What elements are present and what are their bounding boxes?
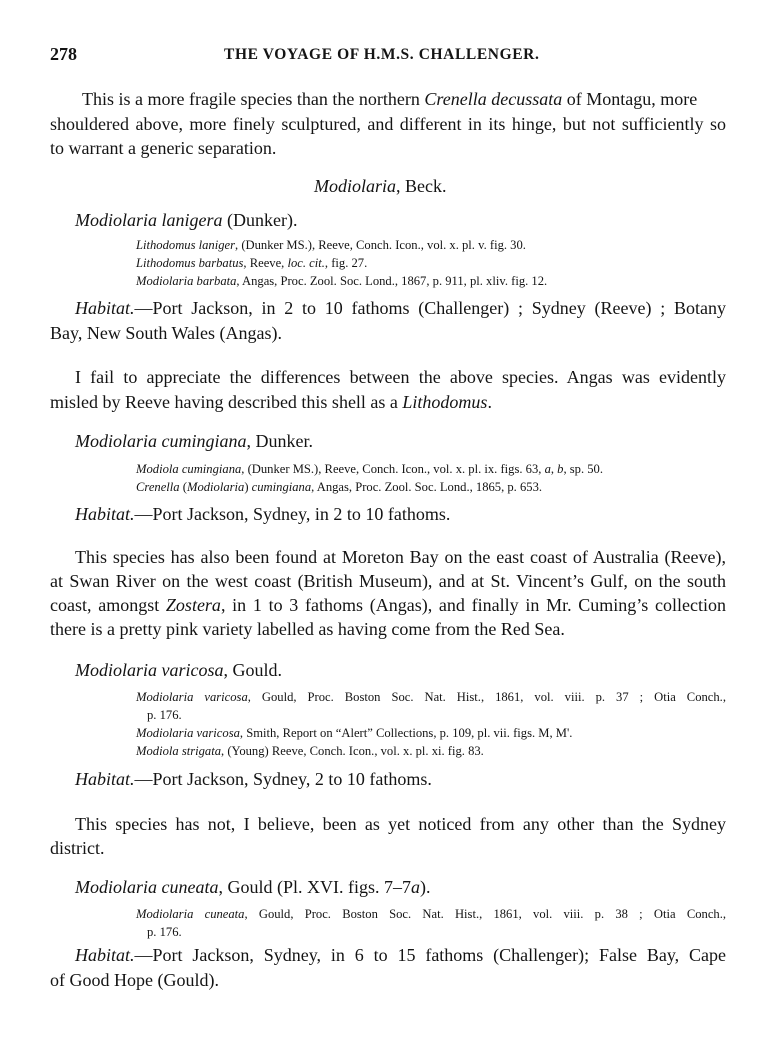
remark-line: at Swan River on the west coast (British Museum), and at St. Vincent’s Gulf, on the south xyxy=(50,571,726,591)
habitat-line: Habitat.—Port Jackson, in 2 to 10 fathoms (Challenger) ; Sydney (Reeve) ; Botany xyxy=(75,298,726,318)
synonym-line: Modiolaria varicosa, Smith, Report on “Alert” Collections, p. 109, pl. vii. figs. M, M'. xyxy=(136,726,573,740)
species-heading: Modiolaria cumingiana, Dunker. xyxy=(75,431,313,451)
synonym-line: p. 176. xyxy=(147,925,182,939)
habitat-line: Habitat.—Port Jackson, Sydney, 2 to 10 fathoms. xyxy=(75,769,432,789)
species-heading: Modiolaria varicosa, Gould. xyxy=(75,660,282,680)
remark-line: coast, amongst Zostera, in 1 to 3 fathoms (Angas), and finally in Mr. Cuming’s collection xyxy=(50,595,726,615)
remark-line: district. xyxy=(50,838,105,858)
habitat-line: Bay, New South Wales (Angas). xyxy=(50,323,283,343)
intro-line-2: shouldered above, more finely sculptured, and different in its hinge, but not sufficiently so xyxy=(50,114,726,134)
species-heading: Modiolaria cuneata, Gould (Pl. XVI. figs. 7–7a). xyxy=(75,877,431,897)
remark-line: there is a pretty pink variety labelled as having come from the Red Sea. xyxy=(50,619,565,639)
synonym-line: Crenella (Modiolaria) cumingiana, Angas, Proc. Zool. Soc. Lond., 1865, p. 653. xyxy=(136,480,543,494)
synonym-line: Modiola cumingiana, (Dunker MS.), Reeve, Conch. Icon., vol. x. pl. ix. figs. 63, a, b, sp. 50. xyxy=(136,462,603,476)
synonym-line: p. 176. xyxy=(147,708,182,722)
synonym-line: Modiola strigata, (Young) Reeve, Conch. Icon., vol. x. pl. xi. fig. 83. xyxy=(136,744,484,758)
habitat-line: Habitat.—Port Jackson, Sydney, in 6 to 15 fathoms (Challenger); False Bay, Cape xyxy=(75,945,726,965)
page-number: 278 xyxy=(50,44,77,64)
intro-line-1: This is a more fragile species than the northern Crenella decussata of Montagu, more xyxy=(82,89,698,109)
synonym-line: Lithodomus barbatus, Reeve, loc. cit., fig. 27. xyxy=(136,256,368,270)
synonym-line: Modiolaria varicosa, Gould, Proc. Boston Soc. Nat. Hist., 1861, vol. viii. p. 37 ; Otia Conch., xyxy=(136,690,726,704)
remark-line: This species has not, I believe, been as yet noticed from any other than the Sydney xyxy=(75,814,726,834)
synonym-line: Modiolaria cuneata, Gould, Proc. Boston Soc. Nat. Hist., 1861, vol. viii. p. 38 ; Otia Conch., xyxy=(136,907,726,921)
species-heading: Modiolaria lanigera (Dunker). xyxy=(75,210,298,230)
synonym-line: Lithodomus laniger, (Dunker MS.), Reeve, Conch. Icon., vol. x. pl. v. fig. 30. xyxy=(136,238,526,252)
intro-line-3: to warrant a generic separation. xyxy=(50,138,277,158)
remark-line: I fail to appreciate the differences between the above species. Angas was evidently xyxy=(75,367,726,387)
remark-line: This species has also been found at Moreton Bay on the east coast of Australia (Reeve), xyxy=(75,547,726,567)
genus-heading: Modiolaria, Beck. xyxy=(314,176,447,196)
habitat-line: Habitat.—Port Jackson, Sydney, in 2 to 10 fathoms. xyxy=(75,504,451,524)
synonym-line: Modiolaria barbata, Angas, Proc. Zool. Soc. Lond., 1867, p. 911, pl. xliv. fig. 12. xyxy=(136,274,548,288)
remark-line: misled by Reeve having described this shell as a Lithodomus. xyxy=(50,392,492,412)
habitat-line: of Good Hope (Gould). xyxy=(50,970,219,990)
running-title: THE VOYAGE OF H.M.S. CHALLENGER. xyxy=(224,46,540,63)
